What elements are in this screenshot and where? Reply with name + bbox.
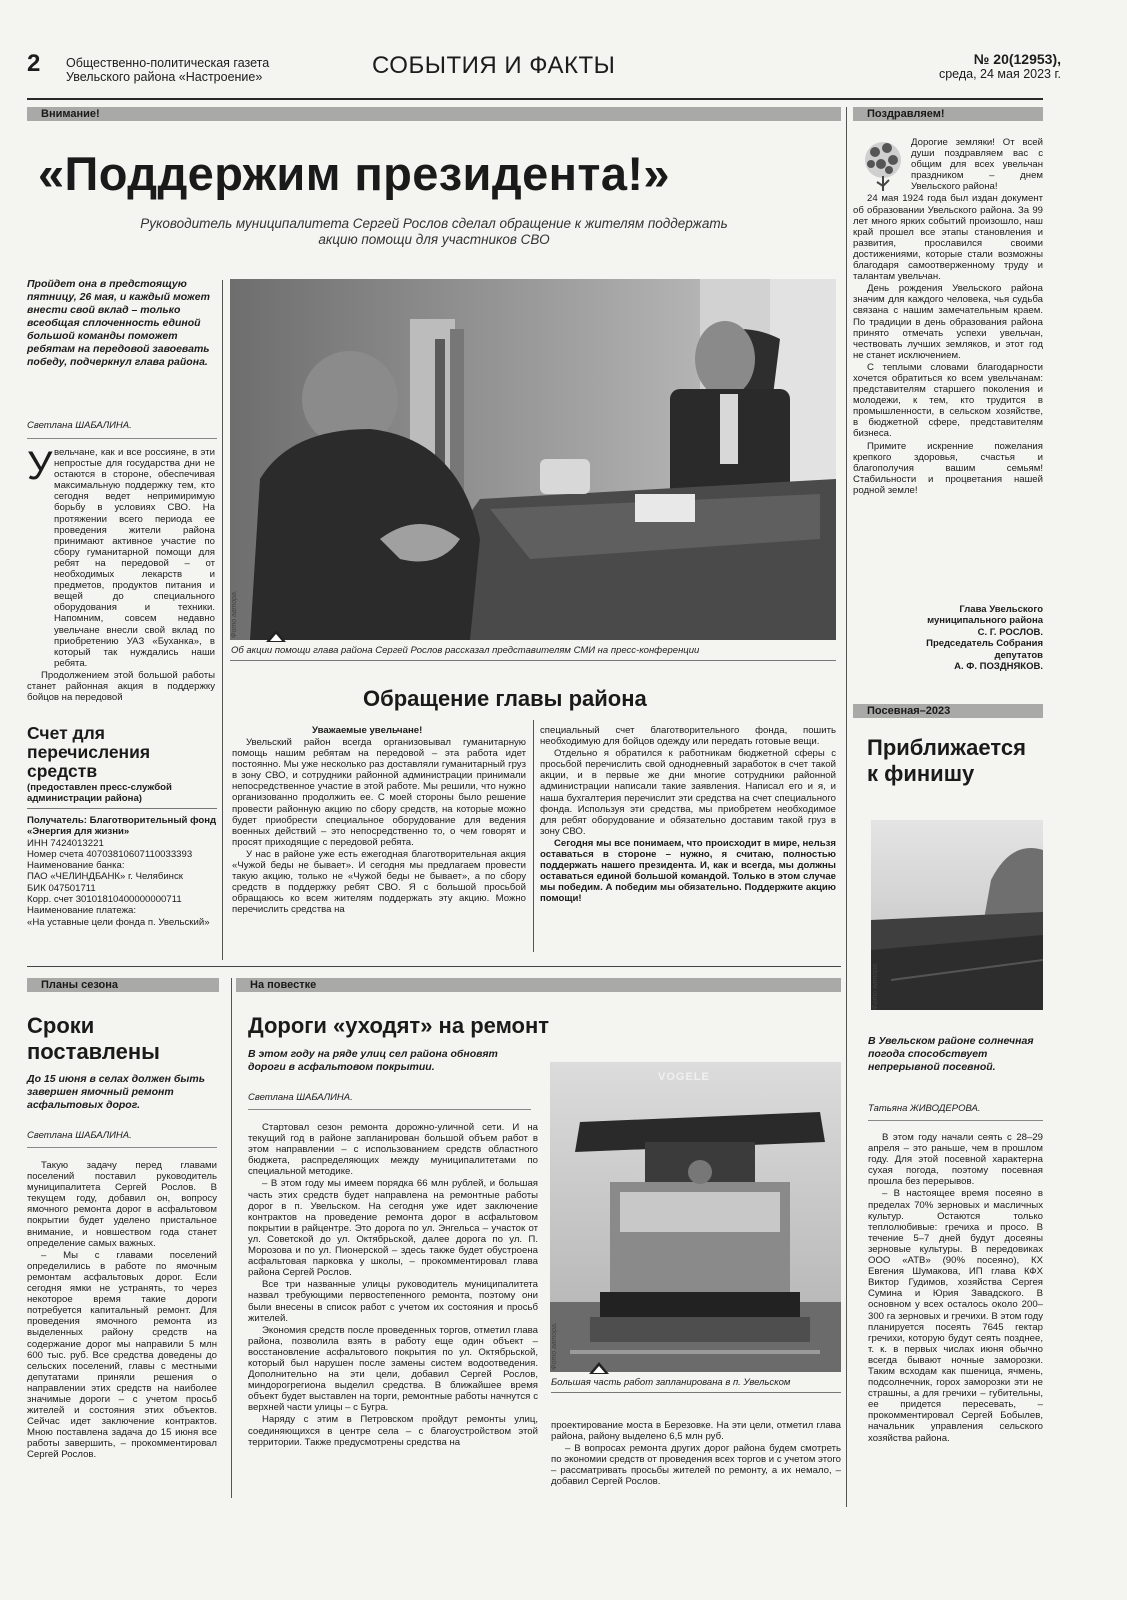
header-rule [27, 98, 1043, 100]
rubric-sowing: Посевная–2023 [853, 704, 1043, 718]
account-bik: БИК 047501711 [27, 882, 96, 894]
account-bank-label: Наименование банка: [27, 860, 125, 872]
roads-col2-p2: – В вопросах ремонта других дорог района будем смотреть по экономии средств от проведения всех торгов и с учетом этого – рассматривать просьбы жителей по ремонту, а их немало, – добавил Сергей Рослов. [551, 1443, 841, 1488]
main-caption-marker [266, 630, 286, 642]
main-body-p2: Продолжением этой большой работы станет районная акция в поддержку бойцов на передовой [27, 669, 215, 704]
roads-photo-brand: VOGELE [658, 1071, 710, 1083]
main-subtitle: Руководитель муниципалитета Сергей Рослов сделал обращение к жителям поддержать акцию помощи для участников СВО [140, 216, 728, 247]
sowing-photo-credit: Фото автора. [872, 962, 879, 1010]
rubric-attention: Внимание! [27, 107, 841, 121]
main-body-p1: вельчане, как и все россияне, в эти непростые для государства дни не остаются в стороне, обеспечивая максимальную поддержку тем, кто сегодня ведет непримиримую борьбу в условиях СВО. На протяжении всего периода ее проведения жители района принимают активное участие по сбору гуманитарной помощи для ребят на передовой – от необходимых лекарств и предметов, продуктов питания и вещей до специального оборудования и техники. Напомним, совсем недавно увельчане внесли свой вклад по приобретению УАЗ «Буханка», в который так нуждались наши ребята. [54, 447, 215, 669]
account-purpose-label: Наименование платежа: [27, 905, 137, 917]
roads-photo [550, 1062, 841, 1372]
roads-col2-p1: проектирование моста в Березовке. На эти цели, отметил глава района, району выделено 6,5 млн руб. [551, 1420, 841, 1443]
congrats-intro: Дорогие земляки! От всей души поздравляем вас с общим для всех увельчан праздником – днем Увельского района! [911, 137, 1043, 193]
main-photo-caption: Об акции помощи глава района Сергей Рослов рассказал представителям СМИ на пресс-конференции [231, 645, 700, 656]
sowing-p2: – В настоящее время посеяно в пределах 70% зерновых и масличных культур. Остаются только теплолюбивые: гречиха и просо. В течение 5–7 дней будут досеяны зерновые культуры. В передовиках ООО «АТВ» (90% посеяно), КХ Евгения Шумакова, ИП глава КФХ Виктор Гудимов, хозяйства Сергея Сумина и Юрия Завадского. В основном у всех осталось около 200–300 га зерновых и гречихи. В этом году планируется посеять 7645 гектар гречихи, которую будут сеять позднее, т. к. в первых числах июня обычно всегда бывают ночные заморозки. Таким всходам как пшеница, ячмень, подсолнечник, горох заморозки эти не страшны, а для гречихи – губительны, ее придется пересевать, – прокомментировал Сергей Бобылев, начальник управления сельского хозяйства района. [868, 1188, 1043, 1444]
account-bank: ПАО «ЧЕЛИНДБАНК» г. Челябинск [27, 871, 183, 883]
congrats-body [853, 137, 1043, 602]
appeal-col-2 [540, 725, 836, 950]
congrats-sign1: Глава Увельского муниципального района [927, 604, 1043, 627]
account-number: Номер счета 40703810607110033393 [27, 848, 193, 860]
roads-col1-p1: Стартовал сезон ремонта дорожно-уличной сети. И на текущий год в районе запланирован большой объем работ в этом направлении – с использованием средств областного бюджета, распределяющих между муниципалитетами по специальной методике. [248, 1122, 538, 1178]
roads-col1-p2: – В этом году мы имеем порядка 66 млн рублей, и большая часть этих средств будет направлена на ремонтные работы дорог в п. Увельском. На сегодня уже идет заключение контрактов на проведение ремонта дорог в асфальтовом покрытии в райцентре. Это дорога по ул. Энгельса – участок от ул. Советской до ул. Октябрьской, далее дорога по ул. П. Морозова и по ул. Пионерской – здесь также будет обустроена асфальтовая парковка у школы, – прокомментировал глава района Сергей Рослов. [248, 1178, 538, 1279]
rubric-season: Планы сезона [27, 978, 219, 992]
season-author: Светлана ШАБАЛИНА. [27, 1130, 132, 1141]
appeal-col1-p2: У нас в районе уже есть ежегодная благотворительная акция «Чужой беды не бывает». И сегодня мы предлагаем провести такую акцию, только не «Чужой беды не бывает», а по сбору средств в поддержку ребят СВО. Я с большой просьбой обращаюсь ко всем жителям поддержать эту акцию. Можно перечислить средства на [232, 848, 526, 916]
roads-photo-credit: Фото автора. [551, 1322, 558, 1370]
roads-col1-p3: Все три названные улицы руководитель муниципалитета назвал требующими первостепенного ремонта, поэтому они были внесены в список работ с учетом их состояния и просьб жителей. [248, 1279, 538, 1324]
rubric-congrats: Поздравляем! [853, 107, 1043, 121]
main-dropcap: У [27, 444, 53, 488]
roads-caption-marker [589, 1362, 609, 1374]
roads-lead: В этом году на ряде улиц сел района обновят дороги в асфальтовом покрытии. [248, 1048, 498, 1073]
sowing-body [868, 1132, 1043, 1497]
congrats-p3: С теплыми словами благодарности хочется обратиться ко всем увельчанам: представителям старшего поколения и молодежи, к тем, кто трудится в промышленности, в сельском хозяйстве, в бюджетной сфере, представителям бизнеса. [853, 361, 1043, 440]
appeal-col2-p1: специальный счет благотворительного фонда, пошить необходимую для бойцов одежду или передать готовые вещи. [540, 725, 836, 748]
sowing-p1: В этом году начали сеять с 28–29 апреля – это раньше, чем в прошлом году. Для этой посевной характерна сухая погода, поэтому посевная прошла без перерывов. [868, 1132, 1043, 1188]
account-corr: Корр. счет 30101810400000000711 [27, 894, 182, 906]
congrats-p1: 24 мая 1924 года был издан документ об образовании Увельского района. За 99 лет много ярких событий произошло, наш край прошел все этапы становления и развития, прославился своими достижениями, которые стали возможны благодаря самоотверженному труду и талантам увельчан. [853, 193, 1043, 283]
congrats-p2: День рождения Увельского района значим для каждого человека, чья судьба связана с нашим замечательным краем. По традиции в день образования района принято отмечать успехи увельчан, чествовать лучших земляков, и этот год не станет исключением. [853, 283, 1043, 361]
page-number: 2 [27, 50, 41, 77]
season-p1: Такую задачу перед главами поселений поставил руководитель муниципалитета Сергей Рослов. В текущем году, добавил он, вопросу ямочного ремонта дорог в асфальтовом покрытии будет уделено пристальное внимание, и новшеством года станет определение самых важных. [27, 1160, 217, 1249]
sowing-title: Приближается к финишу [867, 735, 1026, 786]
season-title: Сроки поставлены [27, 1013, 160, 1064]
roads-col-1 [248, 1122, 538, 1496]
season-body [27, 1160, 217, 1496]
congrats-p4: Примите искренние пожелания крепкого здоровья, счастья и благополучия вашим семьям! Стабильности и процветания нашей родной земле! [853, 440, 1043, 496]
appeal-title: Обращение главы района [363, 686, 647, 711]
account-recipient: Получатель: Благотворительный фонд «Энергия для жизни» [27, 815, 217, 838]
congrats-sign2: Председатель Собрания депутатов [926, 638, 1043, 661]
roads-photo-caption: Большая часть работ запланирована в п. Увельском [551, 1377, 791, 1388]
rubric-roads: На повестке [236, 978, 841, 992]
roads-col1-p4: Экономия средств после проведенных торгов, отметил глава района, позволила взять в работу еще один объект – восстановление асфальтового покрытия по ул. Октябрьской, который был нарушен после замены систем водоотведения. Дополнительно на эти цели, добавил Сергей Рослов, миндорогрегиона выделил средства. В ближайшее время объект будет выставлен на торги, ремонтные работы начнутся с верхней части улицы – с Бугра. [248, 1324, 538, 1414]
appeal-col1-p1: Увельский район всегда организовывал гуманитарную помощь нашим ребятам на передовой – эта работа идет постоянно. Мы уже несколько раз доставляли гуманитарный груз в зону СВО, и сотрудники районной администрации принимали непосредственное участие в этой работе. Мы решили, что нужно организованно продолжить ее. С моей стороны было решение провести районную акцию по сбору средств, на которые можно будет приобрести специальное оборудование для ведения военных действий – это непосредственно то, о чем говорят и просят приходящие с передовой ребята. [232, 737, 526, 848]
sowing-author: Татьяна ЖИВОДЕРОВА. [868, 1103, 981, 1114]
appeal-col-1 [232, 737, 526, 950]
congrats-signatures [880, 604, 1043, 672]
account-details [27, 815, 217, 928]
roads-col1-p5: Наряду с этим в Петровском пройдут ремонты улиц, соединяющихся в центре села – с благоустройством этой территории. Также предусмотрены средства на [248, 1414, 538, 1448]
account-title: Счет для перечисления средств [27, 723, 151, 781]
roads-author: Светлана ШАБАЛИНА. [248, 1092, 353, 1103]
account-note: (предоставлен пресс-службой администрации района) [27, 782, 172, 804]
account-inn: ИНН 7424013221 [27, 837, 104, 849]
paper-line-2: Увельского района «Настроение» [66, 70, 263, 84]
account-purpose: «На уставные цели фонда п. Увельский» [27, 916, 210, 928]
main-body [27, 444, 215, 717]
paper-line-1: Общественно-политическая газета [66, 56, 270, 70]
sowing-lead: В Увельском районе солнечная погода способствует непрерывной посевной. [868, 1035, 1034, 1073]
main-headline: «Поддержим президента!» [38, 147, 670, 200]
appeal-col2-p3: Сегодня мы все понимаем, что происходит в мире, нельзя оставаться в стороне – нужно, я считаю, полностью поддержать нашего президента. И, как и всегда, мы должны оставаться единой большой командой. Только в этом случае мы победим. А победим мы обязательно. Поддержите акцию помощи! [540, 837, 836, 905]
main-photo [230, 279, 836, 640]
appeal-greeting: Уважаемые увельчане! [312, 725, 423, 736]
roads-col-2 [551, 1420, 841, 1498]
appeal-col2-p2: Отдельно я обратился к работникам бюджетной сферы с просьбой перечислить свой однодневный заработок в счет такой акции, и в первые же дни многие сотрудники районной администрации написали такие заявления. Написал его и я, и наша бухгалтерия перечислит эти средства на счет специального фонда. Используя эти средства, мы приобретем необходимое для ребят оборудование и обязательно доставим такой груз в зону СВО. [540, 748, 836, 837]
section-title: СОБЫТИЯ И ФАКТЫ [372, 52, 616, 79]
issue-number: № 20(12953), [973, 51, 1061, 67]
main-photo-credit: Фото автора. [231, 590, 238, 638]
sowing-photo [871, 820, 1043, 1010]
congrats-sign1-name: С. Г. РОСЛОВ. [977, 626, 1043, 638]
roads-title: Дороги «уходят» на ремонт [248, 1013, 550, 1038]
main-lead: Пройдет она в предстоящую пятницу, 26 мая, и каждый может внести свой вклад – только всеобщая сплоченность единой большой команды поможет ребятам на передовой завоевать победу, подчеркнул глава района. [27, 278, 210, 368]
season-p2: – Мы с главами поселений определились в работе по ямочным ремонтам асфальтовых дорог. Если сегодня ямки не устранять, то через некоторое время такие дороги потребуется капитальный ремонт. Для проведения ямочного ремонта из выделенных району средств на содержание дорог мы направили 5 млн 600 тыс. руб. Все средства доведены до сельских поселений, главы с местными депутатами приняли решения о направлении этих средств на наиболее значимые дороги – с учетом просьб жителей и состояния этих объектов. Сейчас идет заключение контрактов. Мною поставлена задача до 15 июня все работы завершить, – прокомментировал Сергей Рослов. [27, 1249, 217, 1461]
season-lead: До 15 июня в селах должен быть завершен ямочный ремонт асфальтовых дорог. [27, 1073, 205, 1111]
main-author: Светлана ШАБАЛИНА. [27, 420, 132, 431]
issue-date: среда, 24 мая 2023 г. [938, 67, 1061, 81]
congrats-sign2-name: А. Ф. ПОЗДНЯКОВ. [954, 661, 1043, 673]
